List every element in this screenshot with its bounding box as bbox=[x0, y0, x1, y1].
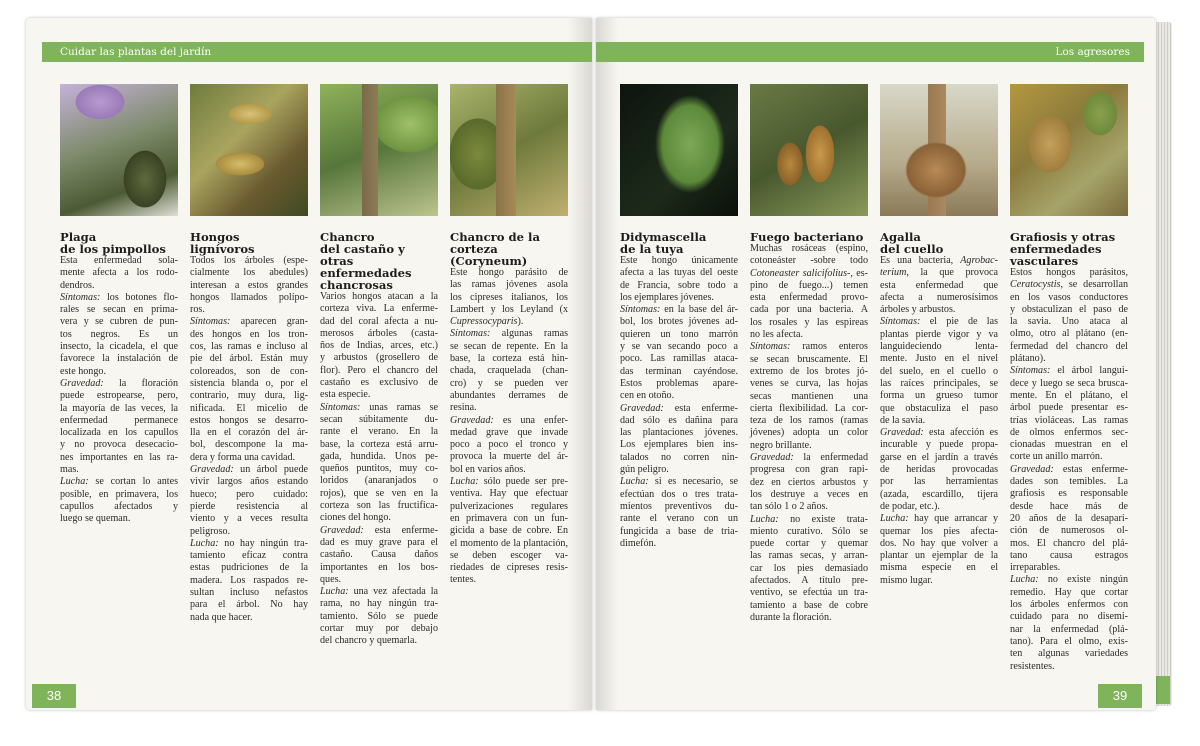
body-line: sistencia blanda o, por el bbox=[190, 377, 308, 389]
photo-thuja bbox=[620, 84, 738, 216]
body-line: esta especie. bbox=[320, 389, 371, 401]
left-running-head: Cuidar las plantas del jardín bbox=[60, 46, 212, 58]
body-line: Gravedad: un árbol puede bbox=[190, 464, 308, 476]
body-line: afecta a las tuyas del oeste bbox=[620, 267, 738, 279]
body-line: hueco; pero cuidado: bbox=[190, 488, 308, 500]
body-line: Gravedad: esta enferme- bbox=[320, 524, 438, 536]
body-line: Lucha: si es necesario, se bbox=[620, 476, 738, 488]
body-line: pie del árbol. Están muy bbox=[190, 353, 308, 365]
body-line: quieren un tono marrón bbox=[620, 328, 738, 340]
body-line: ciones del hongo. bbox=[320, 512, 391, 524]
body-line: Síntomas: algunas ramas bbox=[450, 328, 568, 340]
body-line: en los vasos conductores bbox=[1010, 291, 1128, 303]
body-line: dad sólo es dañina para bbox=[620, 414, 738, 426]
body-line: base, la corteza está arru- bbox=[320, 438, 438, 450]
title-line: Plaga bbox=[60, 230, 97, 244]
body-line: tamiento. Sólo se puede bbox=[320, 610, 438, 622]
body-line: merosos árboles (casta- bbox=[320, 327, 438, 339]
body-line: castaño. Causa daños bbox=[320, 549, 438, 561]
body-line: por las herramientas bbox=[880, 476, 998, 488]
body-line: Gravedad: estas enferme- bbox=[1010, 463, 1128, 475]
body-line: dos. No hay que volver a bbox=[880, 537, 998, 549]
body-line: tamiento eficaz contra bbox=[190, 550, 308, 562]
body-line: cuidado para no disemi- bbox=[1010, 611, 1128, 623]
body-line: cotoneáster -sobre todo bbox=[750, 255, 868, 267]
body-line: localizada en los capullos bbox=[60, 427, 178, 439]
body-line: mientos preventivos du- bbox=[620, 500, 738, 512]
body-line: Este hongo parásito de bbox=[450, 267, 568, 278]
title-line: del castaño y otras bbox=[320, 242, 405, 268]
article-title bbox=[1010, 231, 1128, 267]
title-line: de la tuya bbox=[620, 242, 684, 256]
body-line: Síntomas: aparecen gran- bbox=[190, 316, 308, 328]
body-line: mente. Justo en el nivel bbox=[880, 353, 998, 365]
body-line: y se van secando poco a bbox=[620, 341, 738, 353]
body-line: das terminan cayéndose. bbox=[620, 365, 738, 377]
body-line: Ceratocystis, se desarrollan bbox=[1010, 279, 1128, 291]
body-line: castaño es exclusivo de bbox=[320, 377, 438, 389]
body-line: y arbustos (grosellero de bbox=[320, 352, 438, 364]
body-line: los cipreses italianos, los bbox=[450, 291, 568, 303]
right-page-number: 39 bbox=[1098, 684, 1142, 708]
title-line: Hongos lignívoros bbox=[190, 230, 255, 256]
body-line: flor). Pero el chancro del bbox=[320, 364, 438, 376]
body-line: rante el verano con un bbox=[620, 513, 738, 525]
body-line: madera. Los raspados re- bbox=[190, 574, 308, 586]
body-line: hongos llamados polípo- bbox=[190, 291, 308, 303]
body-line: Lucha: hay que arrancar y bbox=[880, 513, 998, 525]
body-line: para el árbol. No hay bbox=[190, 599, 308, 611]
body-line: ños de Indias, arces, etc.) bbox=[320, 340, 438, 352]
body-line: de podar, etc.). bbox=[880, 500, 940, 512]
body-line: 20 años de la desapari- bbox=[1010, 512, 1128, 524]
body-line: ques. bbox=[320, 573, 342, 585]
body-line: dece y luego se seca brusca- bbox=[1010, 377, 1128, 389]
body-line: Lucha: no existe ningún bbox=[1010, 574, 1128, 586]
body-line: cialmente los abedules) bbox=[190, 267, 308, 279]
body-line: desde hace más de bbox=[1010, 500, 1128, 512]
body-line: cionadas muestran en el bbox=[1010, 439, 1128, 451]
body-line: nada que hacer. bbox=[190, 611, 253, 623]
title-line: Grafiosis y otras bbox=[1010, 230, 1116, 244]
body-line: los árboles enfermos con bbox=[1010, 599, 1128, 611]
photo-chestnut-canker bbox=[320, 84, 438, 216]
body-line: chada, craquelada (chan- bbox=[450, 365, 568, 377]
body-line: dad del coral afecta a nu- bbox=[320, 315, 438, 327]
body-line: los ejemplares jóvenes. bbox=[620, 291, 714, 303]
body-line: no les afecta. bbox=[750, 329, 803, 341]
photo-plane-tree-bark bbox=[1010, 84, 1128, 216]
body-line: cen en otoño. bbox=[620, 390, 675, 402]
body-line: dendros. bbox=[60, 279, 95, 291]
body-line: tos negros. Es un bbox=[60, 328, 178, 340]
body-line: en primavera con un fun- bbox=[450, 512, 568, 524]
body-line: ventiva. Hay que efectuar bbox=[450, 488, 568, 500]
body-line: rama, no hay ningún tra- bbox=[320, 598, 438, 610]
body-line: Síntomas: el árbol langui- bbox=[1010, 365, 1128, 377]
article-body bbox=[450, 267, 568, 587]
body-line: afectados. A título pre- bbox=[750, 575, 868, 587]
body-line: loridos (anaranjados o bbox=[320, 475, 438, 487]
body-line: Estos hongos parásitos, bbox=[1010, 267, 1128, 278]
body-line: negro brillante. bbox=[750, 439, 812, 451]
body-line: vera y se cubren de pun- bbox=[60, 316, 178, 328]
article-body bbox=[320, 291, 438, 648]
body-line: pierde resistencia al bbox=[190, 500, 308, 512]
body-line: dimefón. bbox=[620, 537, 657, 549]
article-title bbox=[880, 231, 998, 255]
body-line: contrario, muy dura, lig- bbox=[190, 390, 308, 402]
body-line: corte un anillo marrón. bbox=[1010, 451, 1103, 463]
body-line: Gravedad: es una enfer- bbox=[450, 414, 568, 426]
body-line: extremo de los brotes jó- bbox=[750, 365, 868, 377]
article-chancro-corteza bbox=[450, 84, 568, 587]
body-line: se secan bruscamente. El bbox=[750, 353, 868, 365]
body-line: corteza son las fructifica- bbox=[320, 500, 438, 512]
body-line: rante el verano. En la bbox=[320, 426, 438, 438]
body-line: Este hongo únicamente bbox=[620, 255, 738, 266]
body-line: dez en ciertos arbustos y bbox=[750, 476, 868, 488]
body-line: de Francia, sobre todo a bbox=[620, 279, 738, 291]
body-line: resistentes. bbox=[1010, 660, 1055, 672]
body-line: venes se curva, las hojas bbox=[750, 378, 868, 390]
body-line: puede cortar y quemar bbox=[750, 538, 868, 550]
body-line: ción de numerosos ol- bbox=[1010, 525, 1128, 537]
title-line: vasculares bbox=[1010, 254, 1079, 268]
body-line: jóvenes) adopta un color bbox=[750, 427, 868, 439]
body-line: durante la floración. bbox=[750, 611, 832, 623]
body-line: se deben escoger va- bbox=[450, 549, 568, 561]
body-line: plantar un ejemplar de la bbox=[880, 550, 998, 562]
body-line: mente afecta a los rodo- bbox=[60, 267, 178, 279]
body-line: trías violáceas. Las ramas bbox=[1010, 414, 1128, 426]
article-title bbox=[320, 231, 438, 291]
article-body bbox=[880, 255, 998, 587]
body-line: bol en varios años. bbox=[450, 463, 526, 475]
title-line: Agalla bbox=[880, 230, 921, 244]
body-line: mas. bbox=[60, 464, 79, 476]
body-line: terium, la que provoca bbox=[880, 267, 998, 279]
body-line: Gravedad: esta enferme- bbox=[620, 402, 738, 414]
body-line: el momento de la plantación, bbox=[450, 537, 568, 549]
body-line: gada, hundida. Unos pe- bbox=[320, 450, 438, 462]
photo-cypress-canker bbox=[450, 84, 568, 216]
body-line: peligroso. bbox=[190, 525, 231, 537]
body-line: Varios hongos atacan a la bbox=[320, 291, 438, 302]
title-line: corteza bbox=[450, 242, 498, 256]
title-line: enfermedades bbox=[1010, 242, 1102, 256]
body-line: (azada, escardillo, tijera bbox=[880, 488, 998, 500]
body-line: puede estropearse, pero, bbox=[60, 390, 178, 402]
body-line: gicida a base de cobre. En bbox=[450, 525, 568, 537]
body-line: poco. Las ramillas ataca- bbox=[620, 353, 738, 365]
body-line: poco a poco el tronco y bbox=[450, 439, 568, 451]
body-line: Síntomas: ramos enteros bbox=[750, 341, 868, 353]
body-line: abundantes derrames de bbox=[450, 389, 568, 401]
body-line: mente. En el plátano, el bbox=[1010, 389, 1128, 401]
body-line: medad grave que invade bbox=[450, 426, 568, 438]
title-line: Chancro bbox=[320, 230, 375, 244]
body-line: plátano). bbox=[1010, 353, 1046, 365]
body-line: de heridas provocadas bbox=[880, 464, 998, 476]
body-line: grafiosis es responsable bbox=[1010, 488, 1128, 500]
body-line: dades son temibles. La bbox=[1010, 476, 1128, 488]
body-line: irreparables. bbox=[1010, 562, 1061, 574]
body-line: vivir largos años estando bbox=[190, 476, 308, 488]
body-line: resina. bbox=[450, 402, 477, 414]
body-line: teza de los ramos (ramas bbox=[750, 415, 868, 427]
body-line: Gravedad: la enfermedad bbox=[750, 452, 868, 464]
body-line: fungicida a base de tria- bbox=[620, 525, 738, 537]
article-body bbox=[620, 255, 738, 550]
body-line: tano). Para el olmo, exis- bbox=[1010, 635, 1128, 647]
body-line: Cupressocyparis). bbox=[450, 316, 524, 328]
body-line: las ramas secas, y arran- bbox=[750, 550, 868, 562]
body-line: queños puntitos, muy co- bbox=[320, 463, 438, 475]
title-line: del cuello bbox=[880, 242, 944, 256]
body-line: Lambert y los Leyland (x bbox=[450, 303, 568, 315]
left-header-band bbox=[42, 42, 592, 62]
body-line: ten algunas variedades bbox=[1010, 648, 1128, 660]
article-body bbox=[1010, 267, 1128, 673]
body-line: y no provoca desecacio- bbox=[60, 439, 178, 451]
body-line: corteza viva. La enferme- bbox=[320, 303, 438, 315]
body-line: quemar los pies afecta- bbox=[880, 525, 998, 537]
body-line: la mayoría de las veces, la bbox=[60, 402, 178, 414]
body-line: se secan de repente. En la bbox=[450, 340, 568, 352]
body-line: bol, descompone la ma- bbox=[190, 439, 308, 451]
body-line: Lucha: una vez afectada la bbox=[320, 586, 438, 598]
body-line: cos, las ramas e incluso al bbox=[190, 341, 308, 353]
photo-rhododendron bbox=[60, 84, 178, 216]
body-line: remedio. Hay que cortar bbox=[1010, 586, 1128, 598]
body-line: fermedad del chancro del bbox=[1010, 340, 1128, 352]
body-line: garse en el jardín a través bbox=[880, 451, 998, 463]
body-line: enfermedad permanece bbox=[60, 414, 178, 426]
body-line: cada por una bacteria. A bbox=[750, 304, 868, 316]
article-plaga-pimpollos bbox=[60, 84, 178, 526]
body-line: esta enfermedad provo- bbox=[750, 292, 868, 304]
body-line: que obstaculiza el paso bbox=[880, 402, 998, 414]
page-edges bbox=[1156, 22, 1172, 706]
body-line: Es una bacteria, Agrobac- bbox=[880, 255, 998, 266]
body-line: árboles y arbustos. bbox=[880, 304, 956, 316]
article-hongos-lignivoros bbox=[190, 84, 308, 624]
body-line: viento y a veces resulta bbox=[190, 513, 308, 525]
body-line: cro) y se pueden ver bbox=[450, 377, 568, 389]
body-line: Todos los árboles (espe- bbox=[190, 255, 308, 266]
body-line: rojos), que se ven en la bbox=[320, 487, 438, 499]
article-body bbox=[190, 255, 308, 624]
body-line: dera y forma una cavidad. bbox=[190, 451, 296, 463]
article-body bbox=[60, 255, 178, 526]
body-line: coloreados, son de con- bbox=[190, 365, 308, 377]
body-line: Los ejemplares bien ins- bbox=[620, 439, 738, 451]
body-line: afecta a numerosísimos bbox=[880, 291, 998, 303]
body-line: car los pies demasiado bbox=[750, 562, 868, 574]
body-line: estos hongos se desarro- bbox=[190, 414, 308, 426]
body-line: las plantaciones jóvenes. bbox=[620, 427, 738, 439]
right-running-head: Los agresores bbox=[1055, 46, 1130, 58]
body-line: bol, los brotes jóvenes ad- bbox=[620, 316, 738, 328]
body-line: del suelo, en el cuello o bbox=[880, 365, 998, 377]
body-line: las ramas jóvenes asola bbox=[450, 279, 568, 291]
body-line: miento curativo. Sólo se bbox=[750, 525, 868, 537]
body-line: pino de fuego...) temen bbox=[750, 279, 868, 291]
body-line: posible, en primavera, los bbox=[60, 488, 178, 500]
body-line: base, la corteza está hin- bbox=[450, 353, 568, 365]
article-title bbox=[190, 231, 308, 255]
body-line: riedades de cipreses resis- bbox=[450, 562, 568, 574]
article-didymascella bbox=[620, 84, 738, 550]
article-title bbox=[750, 231, 868, 243]
title-line: Chancro de la bbox=[450, 230, 540, 244]
body-line: Síntomas: en la base del ár- bbox=[620, 304, 738, 316]
article-chancro-castano bbox=[320, 84, 438, 648]
body-line: des hongos en los tron- bbox=[190, 328, 308, 340]
body-line: dad es muy grave para el bbox=[320, 536, 438, 548]
body-line: nes importantes en las ra- bbox=[60, 451, 178, 463]
body-line: Gravedad: la floración bbox=[60, 377, 178, 389]
body-line: plantas pierde vigor y va bbox=[880, 328, 998, 340]
body-line: sultan incluso nefastos bbox=[190, 587, 308, 599]
body-line: esta enfermedad que bbox=[880, 279, 998, 291]
body-line: cierta flexibilidad. La cor- bbox=[750, 402, 868, 414]
title-line: Didymascella bbox=[620, 230, 707, 244]
body-line: lla en el corazón del ár- bbox=[190, 427, 308, 439]
body-line: interesan a estos grandes bbox=[190, 279, 308, 291]
title-line: de los pimpollos bbox=[60, 242, 166, 256]
body-line: la savia. Uno ataca al bbox=[1010, 316, 1128, 328]
body-line: progresa con gran rapi- bbox=[750, 464, 868, 476]
body-line: del chancro y quemarla. bbox=[320, 635, 417, 647]
body-line: rales se secan en prima- bbox=[60, 304, 178, 316]
body-line: las raíces principales, se bbox=[880, 377, 998, 389]
photo-fire-blight bbox=[750, 84, 868, 216]
body-line: forma un grueso tumor bbox=[880, 390, 998, 402]
body-line: Estos problemas apare- bbox=[620, 377, 738, 389]
body-line: provoca la muerte del ár- bbox=[450, 451, 568, 463]
body-line: Lucha: no hay ningún tra- bbox=[190, 537, 308, 549]
body-line: incurable y puede propa- bbox=[880, 439, 998, 451]
body-line: secan súbitamente du- bbox=[320, 413, 438, 425]
body-line: Lucha: se cortan lo antes bbox=[60, 476, 178, 488]
body-line: los rosales y las espireas bbox=[750, 316, 868, 328]
body-line: Esta enfermedad sola- bbox=[60, 255, 178, 266]
body-line: secas mantienen una bbox=[750, 390, 868, 402]
body-line: capullos afectados y bbox=[60, 500, 178, 512]
article-title bbox=[450, 231, 568, 267]
body-line: importantes en los bos- bbox=[320, 561, 438, 573]
body-line: Síntomas: los botones flo- bbox=[60, 291, 178, 303]
body-line: pulverizaciones regulares bbox=[450, 500, 568, 512]
body-line: insecto, la cicadela, el que bbox=[60, 341, 178, 353]
body-line: misma especie en el bbox=[880, 562, 998, 574]
title-line: Fuego bacteriano bbox=[750, 230, 864, 244]
body-line: árbol puede presentar es- bbox=[1010, 402, 1128, 414]
body-line: olmo, otro al plátano (en- bbox=[1010, 328, 1128, 340]
article-body bbox=[750, 243, 868, 624]
body-line: Lucha: no existe trata- bbox=[750, 513, 868, 525]
body-line: mismo lugar. bbox=[880, 574, 933, 586]
body-line: los destruye a veces en bbox=[750, 488, 868, 500]
left-page bbox=[26, 18, 592, 710]
body-line: Síntomas: el pie de las bbox=[880, 316, 998, 328]
body-line: tamiento a base de cobre bbox=[750, 599, 868, 611]
body-line: tan sólo 1 o 2 años. bbox=[750, 501, 828, 513]
title-line: (Coryneum) bbox=[450, 254, 528, 268]
article-fuego-bacteriano bbox=[750, 84, 868, 624]
body-line: Gravedad: esta afección es bbox=[880, 427, 998, 439]
article-grafiosis bbox=[1010, 84, 1128, 673]
photo-crown-gall bbox=[880, 84, 998, 216]
body-line: nificada. El micelio de bbox=[190, 402, 308, 414]
article-title bbox=[60, 231, 178, 255]
body-line: gún peligro. bbox=[620, 464, 669, 476]
body-line: Lucha: sólo puede ser pre- bbox=[450, 476, 568, 488]
right-header-band bbox=[596, 42, 1144, 62]
body-line: y obstaculizan el paso de bbox=[1010, 303, 1128, 315]
page-edges-tab bbox=[1156, 676, 1170, 704]
body-line: luego se queman. bbox=[60, 513, 131, 525]
body-line: estas pudriciones de la bbox=[190, 562, 308, 574]
body-line: mos. El chancro del plá- bbox=[1010, 537, 1128, 549]
title-line: enfermedades bbox=[320, 266, 412, 280]
body-line: nar la enfermedad (plá- bbox=[1010, 623, 1128, 635]
body-line: Síntomas: unas ramas se bbox=[320, 401, 438, 413]
body-line: ros. bbox=[190, 304, 205, 316]
title-line: chancrosas bbox=[320, 278, 393, 292]
body-line: favorece la instalación de bbox=[60, 353, 178, 365]
body-line: talados no corren nin- bbox=[620, 451, 738, 463]
photo-bracket-fungi bbox=[190, 84, 308, 216]
body-line: de olmos enfermos sec- bbox=[1010, 426, 1128, 438]
body-line: cortar muy por debajo bbox=[320, 623, 438, 635]
body-line: tentes. bbox=[450, 574, 477, 586]
body-line: Muchas rosáceas (espino, bbox=[750, 243, 868, 254]
body-line: efectúan dos o tres trata- bbox=[620, 488, 738, 500]
body-line: ventivo, se efectúa un tra- bbox=[750, 587, 868, 599]
right-page bbox=[596, 18, 1156, 710]
body-line: tano causa estragos bbox=[1010, 549, 1128, 561]
body-line: languideciendo lenta- bbox=[880, 341, 998, 353]
body-line: Cotoneaster salicifolius-, es- bbox=[750, 267, 868, 279]
left-page-number: 38 bbox=[32, 684, 76, 708]
article-agalla-cuello bbox=[880, 84, 998, 587]
body-line: este hongo. bbox=[60, 365, 106, 377]
article-title bbox=[620, 231, 738, 255]
body-line: de la savia. bbox=[880, 414, 926, 426]
